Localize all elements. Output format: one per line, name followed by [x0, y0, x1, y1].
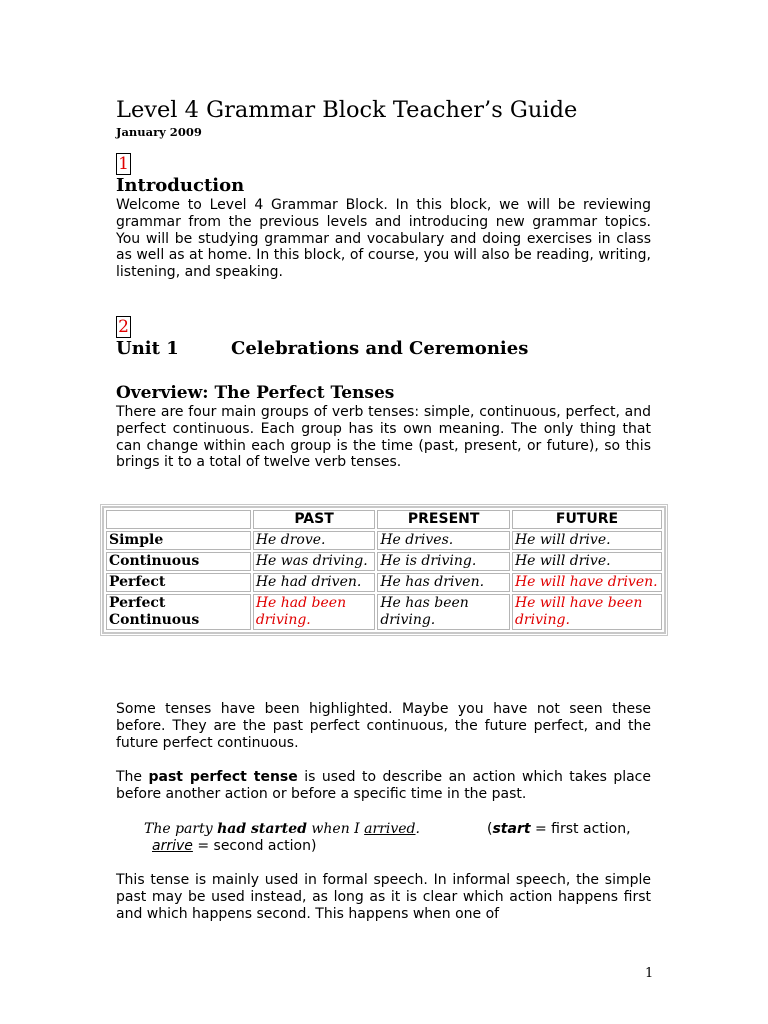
example-period: . [415, 821, 420, 837]
introduction-heading: Introduction [116, 175, 245, 196]
formal-speech-text: This tense is mainly used in formal speech. In informal speech, the simple past may be used instead, as long as it is clear which action happens first and which happens second. This happens when one of [116, 872, 651, 922]
past-perfect-intro: The [116, 769, 149, 785]
table-cell: He had been driving. [253, 594, 376, 630]
table-header-cell: PAST [253, 510, 376, 529]
table-cell: He will have been driving. [512, 594, 662, 630]
unit-title: Celebrations and Ceremonies [231, 338, 529, 359]
table-cell: He is driving. [377, 552, 510, 571]
page-number: 1 [645, 966, 654, 981]
note-open-paren: ( [487, 821, 493, 837]
document-date: January 2009 [116, 125, 202, 139]
example-verb-arrived: arrived [364, 821, 416, 837]
table-cell: He drives. [377, 531, 510, 550]
table-cell: He will drive. [512, 552, 662, 571]
overview-text: There are four main groups of verb tenses: simple, continuous, perfect, and perfect continuous. Each group has its own meaning. The only thing that can change within each group is the time (past, present, or future), so this brings it to a total of twelve verb tenses. [116, 404, 651, 471]
table-cell: He has driven. [377, 573, 510, 592]
section-number-2: 2 [116, 316, 131, 338]
table-cell: He will drive. [512, 531, 662, 550]
table-header-cell [106, 510, 251, 529]
past-perfect-description: is used to describe an action which takes place before another action or before a specific time in the past. [116, 769, 651, 802]
example-note-line-1 [487, 821, 631, 837]
introduction-text: Welcome to Level 4 Grammar Block. In this block, we will be reviewing grammar from the previous levels and introducing new grammar topics. You will be studying grammar and vocabulary and doing exercises in class as well as at home. In this block, of course, you will also be reading, writing, listening, and speaking. [116, 197, 651, 281]
table-header-row [106, 510, 662, 529]
example-note-line-2 [152, 838, 316, 854]
highlighted-tenses-text: Some tenses have been highlighted. Maybe you have not seen these before. They are the past perfect continuous, the future perfect, and the future perfect continuous. [116, 701, 651, 751]
note-first-action: = first action, [530, 821, 631, 837]
row-label: Perfect Continuous [106, 594, 251, 630]
past-perfect-term: past perfect tense [148, 769, 298, 785]
note-second-action: = second action) [192, 838, 317, 854]
table-cell: He was driving. [253, 552, 376, 571]
table-cell: He had driven. [253, 573, 376, 592]
section-number-1: 1 [116, 153, 131, 175]
note-start: start [492, 821, 531, 837]
table-header-cell: FUTURE [512, 510, 662, 529]
verb-tense-table [102, 506, 666, 634]
unit-label: Unit 1 [116, 338, 179, 359]
past-perfect-text [116, 769, 651, 803]
table-cell: He has been driving. [377, 594, 510, 630]
row-label: Simple [106, 531, 251, 550]
overview-heading: Overview: The Perfect Tenses [116, 383, 395, 403]
note-arrive: arrive [152, 838, 193, 854]
example-part-1: The party [144, 821, 218, 837]
table-row [106, 573, 662, 592]
table-row [106, 552, 662, 571]
example-part-3: when I [306, 821, 365, 837]
table-row [106, 594, 662, 630]
example-verb-had-started: had started [217, 821, 307, 837]
row-label: Perfect [106, 573, 251, 592]
row-label: Continuous [106, 552, 251, 571]
table-row [106, 531, 662, 550]
table-cell: He will have driven. [512, 573, 662, 592]
example-sentence [144, 821, 420, 837]
table-header-cell: PRESENT [377, 510, 510, 529]
table-cell: He drove. [253, 531, 376, 550]
document-title: Level 4 Grammar Block Teacher’s Guide [116, 97, 578, 123]
